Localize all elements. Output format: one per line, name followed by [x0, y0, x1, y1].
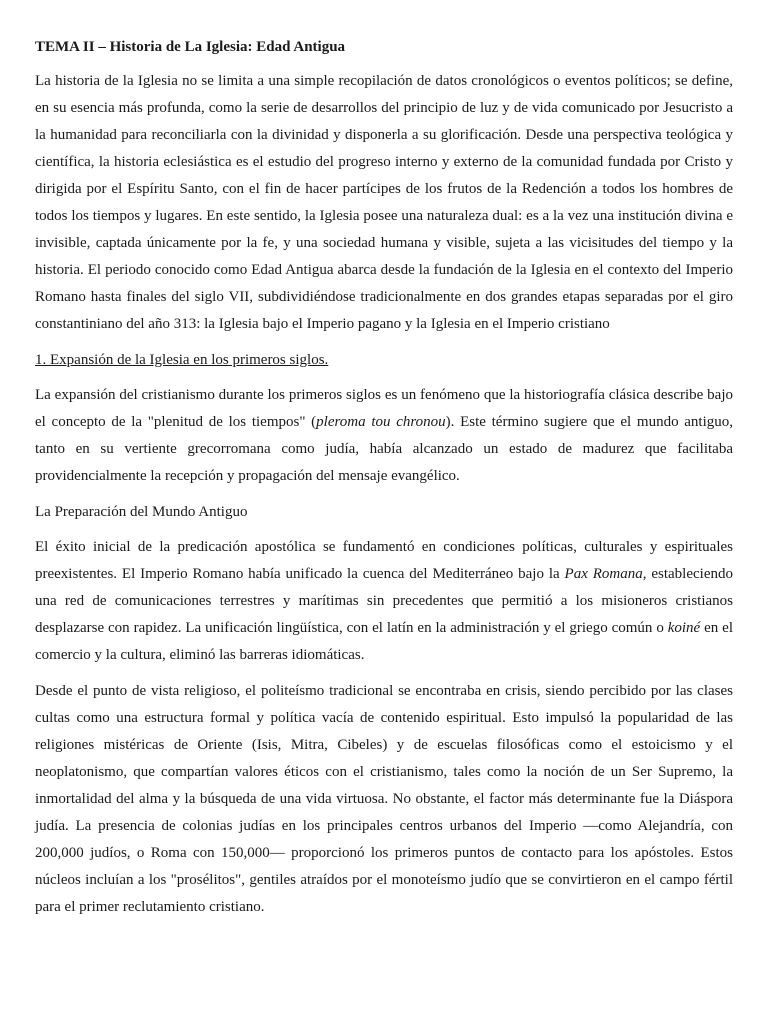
italic-term: Pax Romana	[564, 566, 643, 582]
expansion-paragraph	[35, 382, 733, 490]
paragraph-text: , estableciendo una red de comunicaciones terrestres y marítimas sin precedentes que permitió a los misioneros cristianos desplazarse con rapidez. La unificación lingüística, con el latín en la administración y el griego común o	[35, 566, 733, 636]
preparation-paragraph	[35, 534, 733, 669]
paragraph-text: La expansión del cristianismo durante los primeros siglos es un fenómeno que la historiografía clásica describe bajo el concepto de la "plenitud de los tiempos" (	[35, 387, 733, 430]
italic-term: koiné	[667, 620, 701, 636]
paragraph-text: en el comercio y la cultura, eliminó las barreras idiomáticas.	[35, 620, 733, 663]
religious-context-paragraph: Desde el punto de vista religioso, el politeísmo tradicional se encontraba en crisis, siendo percibido por las clases cultas como una estructura formal y política vacía de contenido espiritual. Esto impulsó la popularidad de las religiones mistéricas de Oriente (Isis, Mitra, Cibeles) y de escuelas filosóficas como el estoicismo y el neoplatonismo, que compartían valores éticos con el cristianismo, tales como la noción de un Ser Supremo, la inmortalidad del alma y la búsqueda de una vida virtuosa. No obstante, el factor más determinante fue la Diáspora judía. La presencia de colonias judías en los principales centros urbanos del Imperio —como Alejandría, con 200,000 judíos, o Roma con 150,000— proporcionó los primeros puntos de contacto para los apóstoles. Estos núcleos incluían a los "prosélitos", gentiles atraídos por el monoteísmo judío que se convirtieron en el campo fértil para el primer reclutamiento cristiano.	[35, 683, 733, 915]
subsection-heading: La Preparación del Mundo Antiguo	[35, 504, 248, 520]
document-title: TEMA II – Historia de La Iglesia: Edad Antigua	[35, 39, 346, 55]
paragraph-text: El éxito inicial de la predicación apostólica se fundamentó en condiciones políticas, culturales y espirituales preexistentes. El Imperio Romano había unificado la cuenca del Mediterráneo bajo la	[35, 539, 733, 582]
paragraph-text: ). Este término sugiere que el mundo antiguo, tanto en su vertiente grecorromana como judía, había alcanzado un estado de madurez que facilitaba providencialmente la recepción y propagación del mensaje evangélico.	[35, 414, 734, 484]
section-heading: 1. Expansión de la Iglesia en los primeros siglos.	[35, 352, 329, 368]
intro-paragraph: La historia de la Iglesia no se limita a una simple recopilación de datos cronológicos o eventos políticos; se define, en su esencia más profunda, como la serie de desarrollos del principio de luz y de vida comunicado por Jesucristo a la humanidad para reconciliarla con la divinidad y disponerla a su glorificación. Desde una perspectiva teológica y científica, la historia eclesiástica es el estudio del progreso interno y externo de la comunidad fundada por Cristo y dirigida por el Espíritu Santo, con el fin de hacer partícipes de los frutos de la Redención a todos los hombres de todos los tiempos y lugares. En este sentido, la Iglesia posee una naturaleza dual: es a la vez una institución divina e invisible, captada únicamente por la fe, y una sociedad humana y visible, sujeta a las vicisitudes del tiempo y la historia. El periodo conocido como Edad Antigua abarca desde la fundación de la Iglesia en el contexto del Imperio Romano hasta finales del siglo VII, subdividiéndose tradicionalmente en dos grandes etapas separadas por el giro constantiniano del año 313: la Iglesia bajo el Imperio pagano y la Iglesia en el Imperio cristiano	[35, 73, 733, 332]
italic-term: pleroma tou chronou	[316, 414, 446, 430]
